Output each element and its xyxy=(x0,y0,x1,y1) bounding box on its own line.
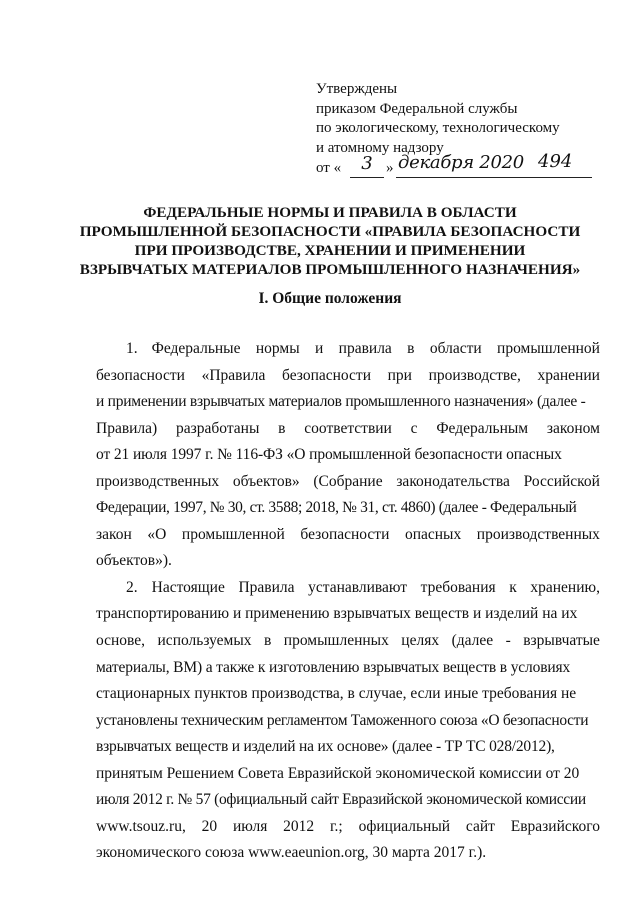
text-line: июля 2012 г. № 57 (официальный сайт Евразийской экономической комиссии xyxy=(96,791,586,809)
approval-line: по экологическому, технологическому xyxy=(316,120,560,136)
approval-block xyxy=(316,80,616,180)
date-month-year-handwritten: декабря 2020 xyxy=(398,152,524,173)
title-line: ПРИ ПРОИЗВОДСТВЕ, ХРАНЕНИИ И ПРИМЕНЕНИИ xyxy=(134,242,526,259)
text-line: материалы, ВМ) а также к изготовлению взрывчатых веществ в условиях xyxy=(96,658,571,676)
paragraph-first-line xyxy=(96,575,600,602)
paragraph-2 xyxy=(96,575,600,867)
date-day-handwritten: 3 xyxy=(361,153,373,174)
paragraph-first-line xyxy=(96,336,600,363)
approval-line: Утверждены xyxy=(316,81,398,97)
title-line: ПРОМЫШЛЕННОЙ БЕЗОПАСНОСТИ «ПРАВИЛА БЕЗОПАСНОСТИ xyxy=(79,223,581,240)
approval-line: и атомному надзору xyxy=(316,139,444,156)
section-heading: I. Общие положения xyxy=(258,290,402,307)
text-line: установлены техническим регламентом Таможенного союза «О безопасности xyxy=(96,711,589,729)
text-line: объектов»). xyxy=(96,552,172,570)
text-line: Настоящие Правила устанавливают требования к хранению, xyxy=(151,578,600,596)
approval-line: приказом Федеральной службы xyxy=(316,100,518,117)
text-line: закон «О промышленной безопасности опасных производственных xyxy=(96,525,600,543)
text-line: от 21 июля 1997 г. № 116-ФЗ «О промышленной безопасности опасных xyxy=(96,446,562,464)
order-date-line xyxy=(316,151,616,180)
text-line: Правила) разработаны в соответствии с Федеральным законом xyxy=(96,419,600,437)
order-number-handwritten: 494 xyxy=(538,151,573,172)
text-line: основе, используемых в промышленных целях (далее - взрывчатые xyxy=(96,632,600,650)
title-line: ВЗРЫВЧАТЫХ МАТЕРИАЛОВ ПРОМЫШЛЕННОГО НАЗНАЧЕНИЯ» xyxy=(79,261,581,278)
paragraph-number: 1. xyxy=(126,340,138,357)
text-line: взрывчатых веществ и изделий на их основе» (далее - ТР ТС 028/2012), xyxy=(96,738,555,756)
text-line: экономического союза www.eaeunion.org, 30 марта 2017 г.). xyxy=(96,844,487,862)
paragraph-number: 2. xyxy=(126,578,138,596)
date-prefix: от « xyxy=(316,160,342,176)
text-line: безопасности «Правила безопасности при производстве, хранении xyxy=(96,366,600,384)
text-line: www.tsouz.ru, 20 июля 2012 г.; официальный сайт Евразийского xyxy=(96,817,600,835)
text-line: транспортированию и применению взрывчатых веществ и изделий на их xyxy=(96,605,578,623)
text-line: производственных объектов» (Собрание законодательства Российской xyxy=(96,472,600,490)
title-line: ФЕДЕРАЛЬНЫЕ НОРМЫ И ПРАВИЛА В ОБЛАСТИ xyxy=(143,204,517,221)
document-title xyxy=(60,203,600,279)
paragraph-1 xyxy=(96,336,600,575)
date-month-underline xyxy=(396,177,592,178)
text-line: Федерации, 1997, № 30, ст. 3588; 2018, № 31, ст. 4860) (далее - Федеральный xyxy=(96,499,577,517)
text-line: и применении взрывчатых материалов промышленного назначения» (далее - xyxy=(96,393,586,411)
text-line: принятым Решением Совета Евразийской экономической комиссии от 20 xyxy=(96,764,580,782)
text-line: стационарных пунктов производства, в случае, если иные требования не xyxy=(96,685,577,703)
date-day-underline xyxy=(350,177,384,178)
date-quote-close: » xyxy=(386,160,394,176)
text-line: Федеральные нормы и правила в области промышленной xyxy=(151,340,600,357)
document-body xyxy=(96,336,600,867)
